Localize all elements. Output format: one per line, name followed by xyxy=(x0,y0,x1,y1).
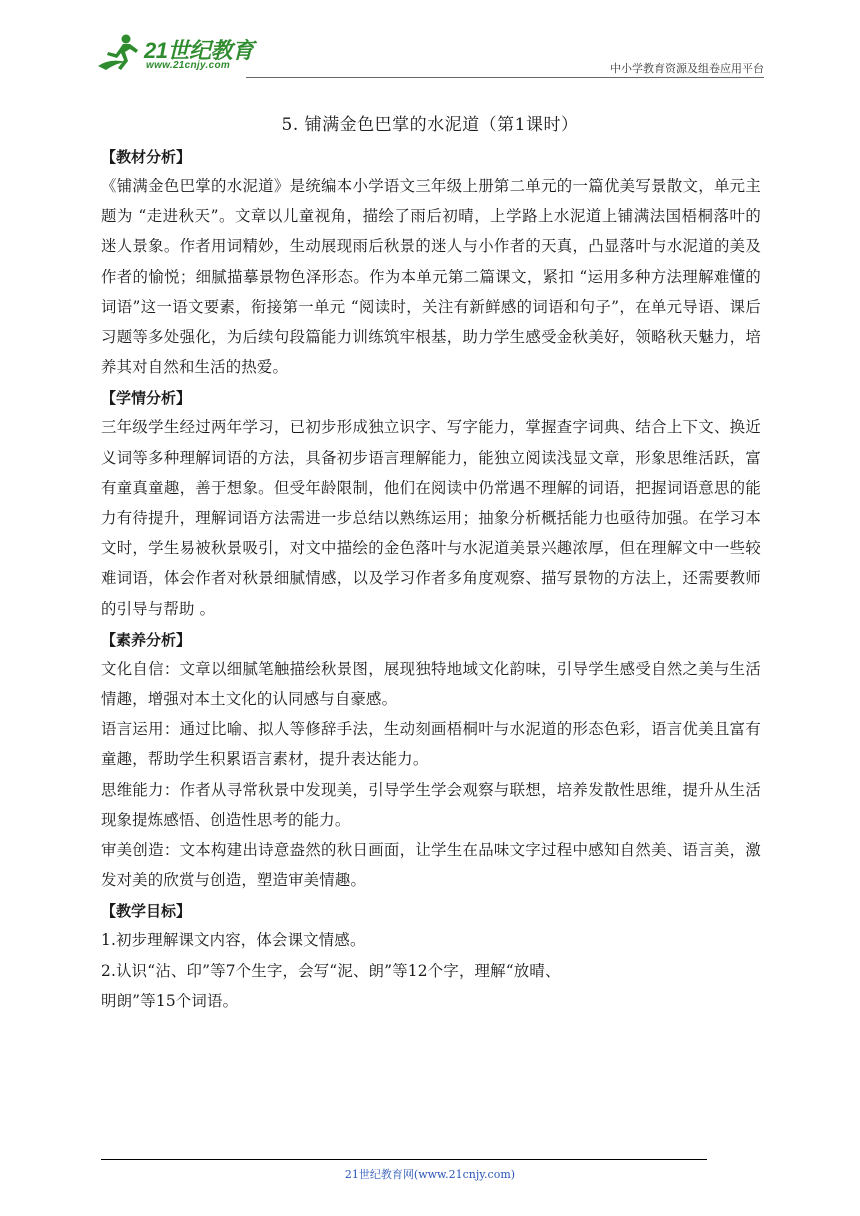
section-student-analysis xyxy=(101,384,761,623)
paragraph: 审美创造：文本构建出诗意盎然的秋日画面，让学生在品味文字过程中感知自然美、语言美，激发对美的欣赏与创造，塑造审美情趣。 xyxy=(101,841,761,890)
document-body xyxy=(101,143,761,1016)
goal-item: 1.初步理解课文内容，体会课文情感。 xyxy=(101,931,366,950)
logo xyxy=(96,32,271,76)
section-teaching-goals xyxy=(101,897,761,1016)
paragraph: 《铺满金色巴掌的水泥道》是统编本小学语文三年级上册第二单元的一篇优美写景散文，单元主题为 “走进秋天”。文章以儿童视角，描绘了雨后初晴，上学路上水泥道上铺满法国梧桐落叶的迷人景象。作者用词精妙，生动展现雨后秋景的迷人与小作者的天真，凸显落叶与水泥道的美及作者的愉悦；细腻描摹景物色泽形态。作为本单元第二篇课文，紧扣 “运用多种方法理解难懂的词语”这一语文要素，衔接第一单元 “阅读时，关注有新鲜感的词语和句子”，在单元导语、课后习题等多处强化，为后续句段篇能力训练筑牢根基，助力学生感受金秋美好，领略秋天魅力，培养其对自然和生活的热爱。 xyxy=(101,177,761,377)
goal-item: 2.认识“沾、印”等7个生字，会写“泥、朗”等12个字，理解“放晴、 xyxy=(101,961,561,980)
section-textbook-analysis xyxy=(101,143,761,382)
goal-item-continuation: 明朗”等15个词语。 xyxy=(101,991,239,1010)
section-heading: 【教材分析】 xyxy=(101,148,192,166)
paragraph: 三年级学生经过两年学习，已初步形成独立识字、写字能力，掌握查字词典、结合上下文、换近义词等多种理解词语的方法，具备初步语言理解能力，能独立阅读浅显文章，形象思维活跃，富有童真童趣，善于想象。但受年龄限制，他们在阅读中仍常遇不理解的词语，把握词语意思的能力有待提升，理解词语方法需进一步总结以熟练运用；抽象分析概括能力也亟待加强。在学习本文时，学生易被秋景吸引，对文中描绘的金色落叶与水泥道美景兴趣浓厚，但在理解文中一些较难词语，体会作者对秋景细腻情感，以及学习作者多角度观察、描写景物的方法上，还需要教师的引导与帮助 。 xyxy=(101,418,761,618)
footer-rule xyxy=(101,1159,707,1160)
document-title: 5. 铺满金色巴掌的水泥道（第1课时） xyxy=(281,115,579,135)
paragraph: 文化自信：文章以细腻笔触描绘秋景图，展现独特地域文化韵味，引导学生感受自然之美与生活情趣，增强对本土文化的认同感与自豪感。 xyxy=(101,659,761,709)
section-heading: 【教学目标】 xyxy=(101,902,192,921)
header-rule xyxy=(246,77,764,78)
footer-link[interactable]: 21世纪教育网(www.21cnjy.com) xyxy=(344,1168,516,1181)
section-literacy-analysis xyxy=(101,626,761,896)
logo-brand-text: 21世纪教育 xyxy=(144,38,254,63)
paragraph: 思维能力：作者从寻常秋景中发现美，引导学生学会观察与联想，培养发散性思维，提升从生活现象提炼感悟、创造性思考的能力。 xyxy=(101,780,761,829)
runner-logo-icon xyxy=(96,32,142,74)
platform-label: 中小学教育资源及组卷应用平台 xyxy=(610,62,764,75)
paragraph: 语言运用：通过比喻、拟人等修辞手法，生动刻画梧桐叶与水泥道的形态色彩，语言优美且富有童趣，帮助学生积累语言素材，提升表达能力。 xyxy=(101,720,761,769)
section-heading: 【学情分析】 xyxy=(101,389,192,408)
section-heading: 【素养分析】 xyxy=(101,630,192,649)
page-header xyxy=(96,30,764,80)
logo-url-text: www.21cnjy.com xyxy=(146,60,231,71)
